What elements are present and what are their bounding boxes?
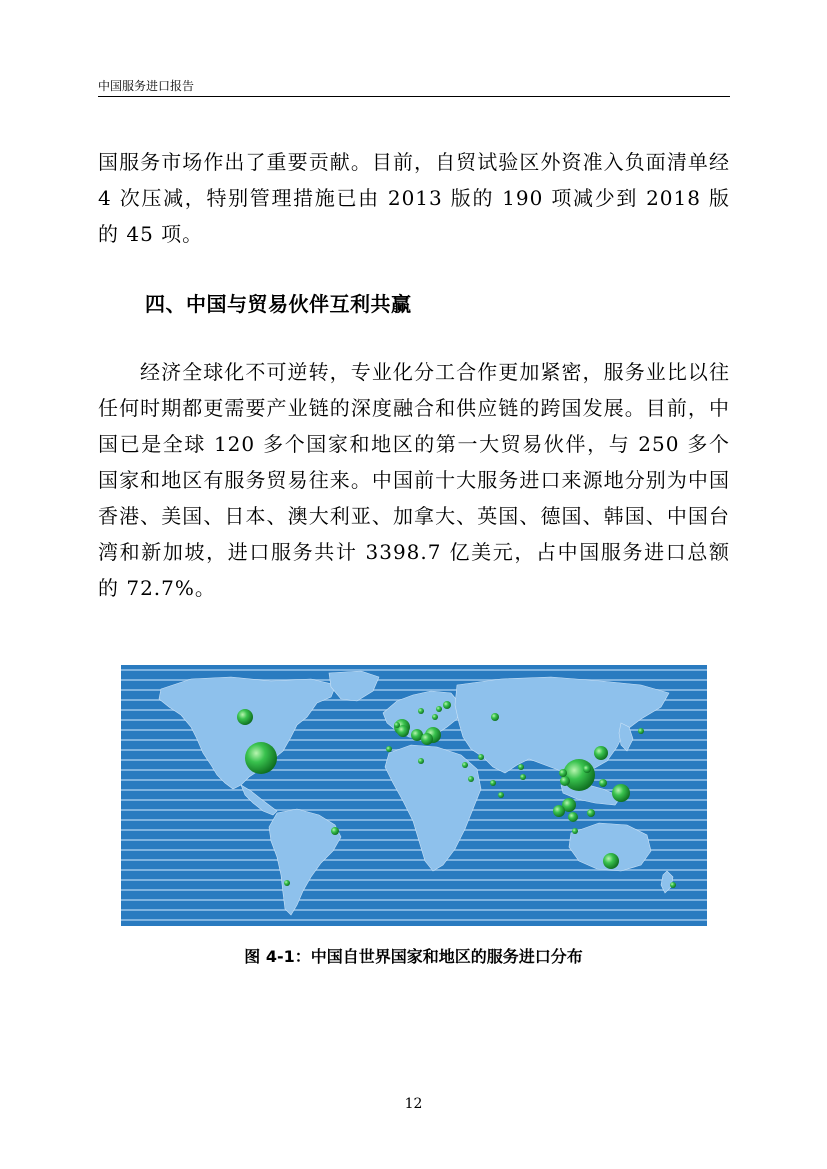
import-bubble — [432, 714, 438, 720]
import-bubble — [563, 759, 595, 791]
import-bubble — [518, 764, 524, 770]
import-bubble — [478, 754, 484, 760]
import-bubble — [284, 880, 290, 886]
world-map-figure — [121, 665, 707, 926]
import-bubble — [245, 742, 277, 774]
import-bubble — [418, 708, 424, 714]
import-bubble — [237, 709, 253, 725]
import-bubble — [599, 779, 607, 787]
import-bubble — [498, 792, 504, 798]
import-bubble — [587, 809, 595, 817]
import-bubble — [638, 728, 644, 734]
import-bubble — [572, 828, 578, 834]
import-bubble — [386, 746, 392, 752]
import-bubble — [418, 758, 424, 764]
header-rule — [98, 96, 730, 97]
section-heading: 四、中国与贸易伙伴互利共赢 — [145, 292, 412, 316]
import-bubble — [462, 762, 468, 768]
import-bubble — [436, 706, 442, 712]
import-bubble — [490, 780, 496, 786]
import-bubble — [520, 774, 526, 780]
import-bubble — [560, 776, 570, 786]
figure-caption: 图 4-1：中国自世界国家和地区的服务进口分布 — [244, 947, 583, 966]
import-bubble — [603, 853, 619, 869]
page-number: 12 — [404, 1096, 423, 1112]
import-bubble — [331, 827, 339, 835]
import-bubble — [612, 784, 630, 802]
body-paragraph-2: 经济全球化不可逆转，专业化分工合作更加紧密，服务业比以往任何时期都更需要产业链的深度融合和供应链的跨国发展。目前，中国已是全球 120 多个国家和地区的第一大贸易伙伴，与 250 多个国家和地区有服务贸易往来。中国前十大服务进口来源地分别为中国香港、美国、日本、澳大利亚、加拿大、英国、德国、韩国、中国台湾和新加坡，进口服务共计 3398.7 亿美元，占中国服务进口总额的 72.7%。 — [98, 360, 730, 600]
import-bubble — [583, 765, 591, 773]
import-bubble — [568, 812, 578, 822]
world-map-graphic — [121, 665, 707, 926]
import-bubble — [443, 701, 451, 709]
import-bubble — [559, 769, 567, 777]
import-bubble — [670, 882, 676, 888]
running-header: 中国服务进口报告 — [98, 79, 195, 93]
body-paragraph-1: 国服务市场作出了重要贡献。目前，自贸试验区外资准入负面清单经 4 次压减，特别管理措施已由 2013 版的 190 项减少到 2018 版的 45 项。 — [98, 150, 730, 246]
import-bubble — [421, 733, 433, 745]
import-bubble — [491, 713, 499, 721]
import-bubble — [553, 805, 565, 817]
import-bubble — [468, 776, 474, 782]
import-bubble — [594, 746, 608, 760]
import-bubble — [394, 722, 400, 728]
